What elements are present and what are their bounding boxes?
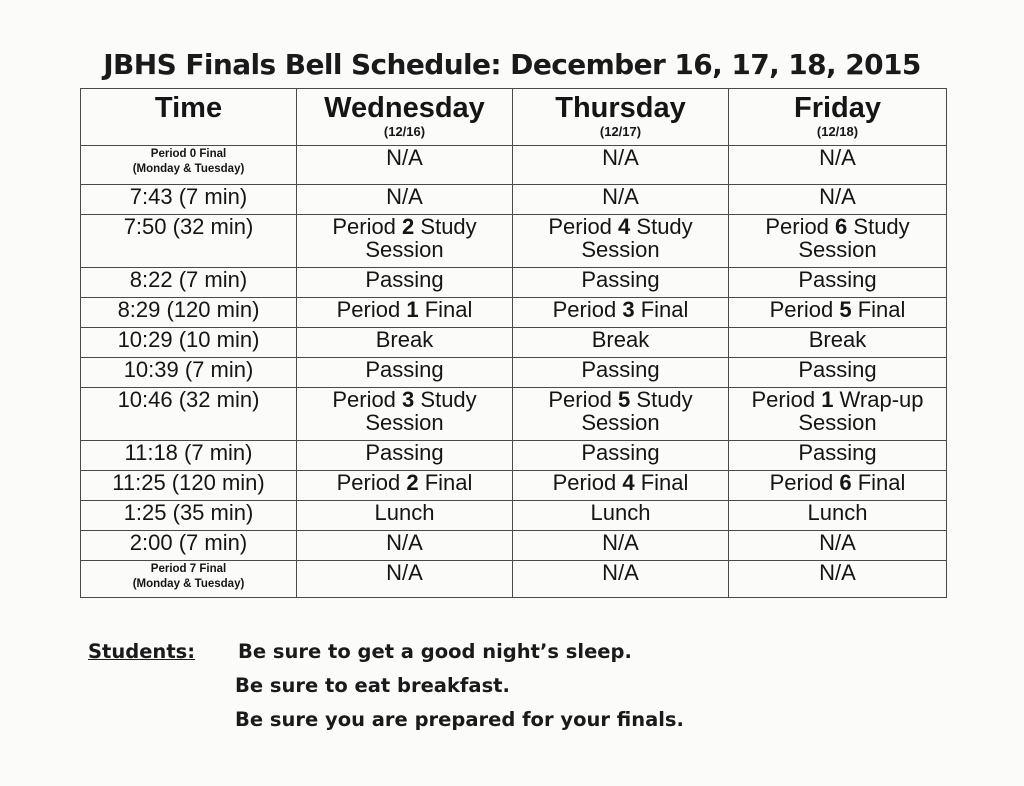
cell-text: Study Session [798, 214, 910, 263]
schedule-cell-thu [513, 531, 729, 561]
cell-text: N/A [819, 530, 856, 555]
schedule-cell-fri [729, 501, 947, 531]
schedule-cell-fri [729, 388, 947, 441]
schedule-cell-wed [297, 471, 513, 501]
schedule-cell-wed [297, 268, 513, 298]
cell-text: Wrap-up Session [798, 387, 924, 436]
time-label: Period 0 Final [150, 148, 227, 160]
header-label: Thursday [555, 92, 686, 124]
time-cell [81, 215, 297, 268]
cell-text: N/A [819, 145, 856, 170]
time-cell [81, 185, 297, 215]
period-number: 3 [402, 387, 415, 412]
cell-text: Period [332, 214, 403, 239]
schedule-cell-thu [513, 388, 729, 441]
period-number: 6 [835, 214, 848, 239]
table-row [81, 328, 947, 358]
header-date: (12/18) [816, 124, 859, 140]
header-date: (12/16) [383, 124, 426, 140]
schedule-cell-wed [297, 358, 513, 388]
table-row [81, 388, 947, 441]
cell-text: Passing [581, 267, 660, 292]
cell-text: N/A [386, 145, 423, 170]
period-number: 5 [618, 387, 631, 412]
page-title: JBHS Finals Bell Schedule: December 16, 17, 18, 2015 [103, 48, 921, 81]
cell-text: Passing [581, 357, 660, 382]
schedule-cell-thu [513, 471, 729, 501]
note-line: Be sure to get a good night’s sleep. [238, 640, 632, 663]
time-label: 11:18 (7 min) [124, 440, 253, 465]
schedule-cell-fri [729, 531, 947, 561]
cell-text: Period [336, 297, 407, 322]
table-row [81, 215, 947, 268]
cell-text: Final [851, 297, 906, 322]
time-cell [81, 388, 297, 441]
cell-text: Passing [798, 267, 877, 292]
cell-text: Break [591, 327, 650, 352]
cell-text: Passing [365, 357, 444, 382]
schedule-cell-thu [513, 268, 729, 298]
schedule-cell-fri [729, 328, 947, 358]
period-number: 4 [618, 214, 631, 239]
period-number: 1 [406, 297, 419, 322]
header-friday [729, 89, 947, 146]
cell-text: Final [418, 470, 473, 495]
time-label: 7:50 (32 min) [123, 214, 254, 239]
time-cell [81, 328, 297, 358]
cell-text: Period [332, 387, 403, 412]
schedule-cell-thu [513, 185, 729, 215]
cell-text: Study Session [365, 214, 477, 263]
schedule-cell-thu [513, 441, 729, 471]
schedule-cell-fri [729, 298, 947, 328]
time-cell [81, 471, 297, 501]
cell-text: N/A [819, 560, 856, 585]
schedule-cell-thu [513, 298, 729, 328]
schedule-cell-fri [729, 441, 947, 471]
schedule-cell-thu [513, 146, 729, 185]
schedule-body [81, 146, 947, 598]
time-label: 7:43 (7 min) [129, 184, 248, 209]
table-header-row [81, 89, 947, 146]
cell-text: Period [765, 214, 836, 239]
schedule-cell-thu [513, 215, 729, 268]
period-number: 3 [622, 297, 635, 322]
table-row [81, 531, 947, 561]
table-row [81, 268, 947, 298]
schedule-cell-thu [513, 561, 729, 598]
schedule-cell-fri [729, 358, 947, 388]
schedule-cell-fri [729, 185, 947, 215]
cell-text: Period [751, 387, 822, 412]
time-label: 1:25 (35 min) [123, 500, 254, 525]
period-number: 6 [839, 470, 852, 495]
schedule-cell-wed [297, 298, 513, 328]
cell-text: Period [336, 470, 407, 495]
cell-text: Passing [798, 440, 877, 465]
cell-text: Study Session [365, 387, 477, 436]
time-label: 11:25 (120 min) [112, 470, 265, 495]
cell-text: Period [552, 297, 623, 322]
cell-text: Lunch [807, 500, 868, 525]
bell-schedule-table [80, 88, 947, 598]
schedule-cell-fri [729, 215, 947, 268]
time-cell [81, 146, 297, 185]
cell-text: N/A [386, 560, 423, 585]
cell-text: N/A [602, 145, 639, 170]
cell-text: Final [851, 470, 906, 495]
time-label: 2:00 (7 min) [129, 530, 248, 555]
cell-text: Period [552, 470, 623, 495]
cell-text: Passing [581, 440, 660, 465]
table-row [81, 471, 947, 501]
schedule-cell-wed [297, 146, 513, 185]
cell-text: Passing [365, 440, 444, 465]
schedule-cell-fri [729, 146, 947, 185]
time-cell [81, 531, 297, 561]
cell-text: Break [375, 327, 434, 352]
cell-text: Lunch [590, 500, 651, 525]
time-cell [81, 298, 297, 328]
cell-text: Period [769, 470, 840, 495]
note-line: Be sure to eat breakfast. [235, 674, 510, 697]
schedule-cell-thu [513, 501, 729, 531]
schedule-cell-thu [513, 358, 729, 388]
schedule-cell-wed [297, 215, 513, 268]
header-time [81, 89, 297, 146]
cell-text: Period [548, 387, 619, 412]
notes-label: Students: [88, 640, 196, 663]
cell-text: Passing [365, 267, 444, 292]
schedule-cell-wed [297, 328, 513, 358]
header-label: Friday [793, 92, 882, 124]
cell-text: Study Session [581, 214, 693, 263]
time-cell [81, 501, 297, 531]
schedule-cell-wed [297, 185, 513, 215]
table-row [81, 561, 947, 598]
cell-text: Break [808, 327, 867, 352]
table-row [81, 501, 947, 531]
header-wednesday [297, 89, 513, 146]
header-date: (12/17) [599, 124, 642, 140]
time-label: 10:39 (7 min) [123, 357, 254, 382]
table-row [81, 185, 947, 215]
table-row [81, 358, 947, 388]
cell-text: Period [769, 297, 840, 322]
cell-text: N/A [819, 184, 856, 209]
cell-text: Final [634, 297, 689, 322]
cell-text: N/A [602, 184, 639, 209]
header-label: Wednesday [324, 92, 485, 124]
time-label: Period 7 Final [150, 563, 227, 575]
period-number: 2 [406, 470, 419, 495]
period-number: 1 [821, 387, 834, 412]
schedule-cell-wed [297, 561, 513, 598]
cell-text: N/A [602, 530, 639, 555]
time-label: 8:22 (7 min) [129, 267, 248, 292]
schedule-cell-thu [513, 328, 729, 358]
cell-text: Period [548, 214, 619, 239]
time-label: 10:46 (32 min) [117, 387, 260, 412]
cell-text: Passing [798, 357, 877, 382]
time-cell [81, 441, 297, 471]
schedule-cell-wed [297, 441, 513, 471]
cell-text: Final [418, 297, 473, 322]
schedule-cell-wed [297, 531, 513, 561]
schedule-cell-fri [729, 561, 947, 598]
time-cell [81, 268, 297, 298]
cell-text: N/A [602, 560, 639, 585]
table-row [81, 441, 947, 471]
cell-text: N/A [386, 530, 423, 555]
time-label: 10:29 (10 min) [117, 327, 260, 352]
note-line: Be sure you are prepared for your finals. [235, 708, 684, 731]
time-label: (Monday & Tuesday) [132, 578, 245, 591]
time-cell [81, 561, 297, 598]
table-row [81, 298, 947, 328]
period-number: 2 [402, 214, 415, 239]
schedule-cell-fri [729, 471, 947, 501]
cell-text: Lunch [374, 500, 435, 525]
cell-text: Study Session [581, 387, 693, 436]
cell-text: N/A [386, 184, 423, 209]
header-label: Time [154, 92, 223, 124]
time-label: (Monday & Tuesday) [132, 163, 245, 176]
period-number: 5 [839, 297, 852, 322]
table-row [81, 146, 947, 185]
schedule-cell-fri [729, 268, 947, 298]
schedule-cell-wed [297, 501, 513, 531]
cell-text: Final [634, 470, 689, 495]
time-cell [81, 358, 297, 388]
time-label: 8:29 (120 min) [117, 297, 260, 322]
schedule-cell-wed [297, 388, 513, 441]
header-thursday [513, 89, 729, 146]
period-number: 4 [622, 470, 635, 495]
